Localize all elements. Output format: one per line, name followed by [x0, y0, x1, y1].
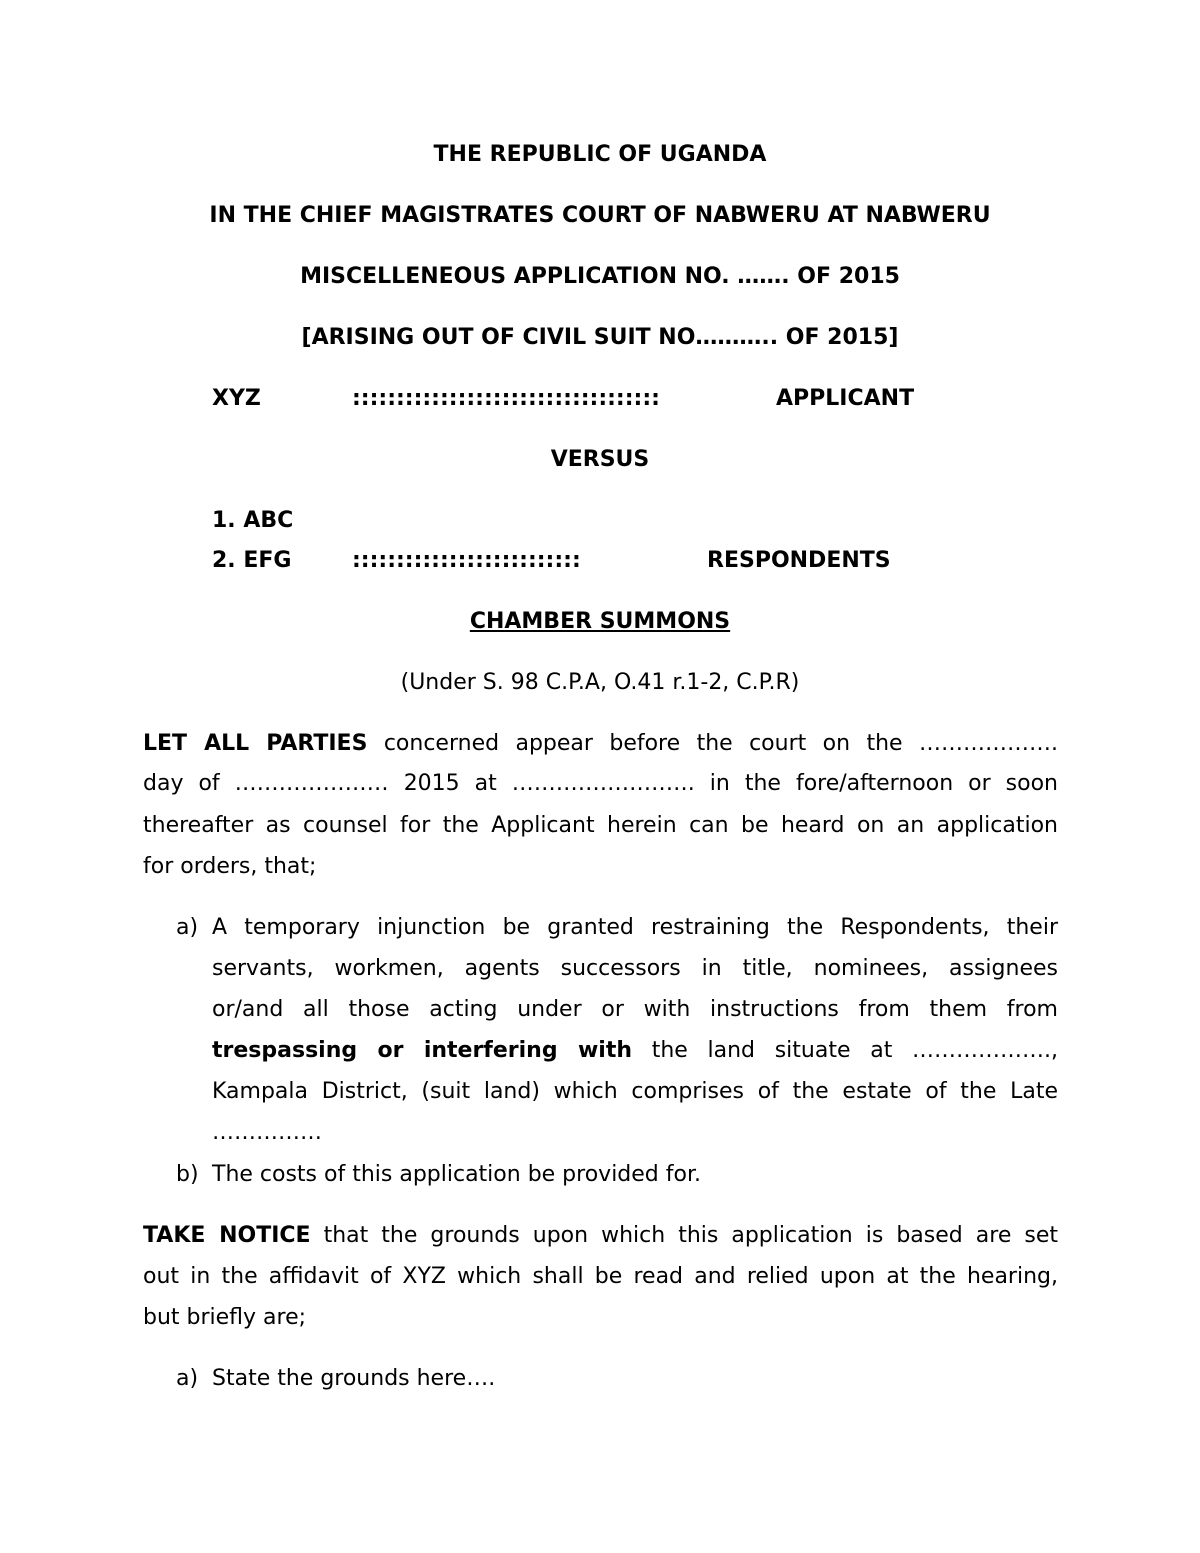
- respondents-label: RESPONDENTS: [707, 548, 891, 573]
- applicant-label: APPLICANT: [776, 386, 915, 411]
- order-a-emphasis: trespassing or interfering with: [212, 1038, 633, 1063]
- grounds-a-text: State the grounds here….: [212, 1366, 496, 1391]
- order-a-marker: a): [176, 915, 199, 940]
- notice-line-3: thereafter as counsel for the Applicant herein can be heard on an application: [143, 813, 1058, 838]
- notice-line-4: for orders, that;: [143, 854, 317, 879]
- application-number: MISCELLENEOUS APPLICATION NO. ……. OF 2015: [300, 264, 900, 289]
- respondent-1: 1. ABC: [212, 508, 294, 533]
- order-a-line-6: ……………: [212, 1120, 322, 1145]
- notice-line-1: LET ALL PARTIES concerned appear before the court on the ……………….: [143, 731, 1058, 756]
- grounds-lead: TAKE NOTICE: [143, 1223, 311, 1248]
- republic-heading: THE REPUBLIC OF UGANDA: [433, 142, 767, 167]
- arising-out-of: [ARISING OUT OF CIVIL SUIT NO……….. OF 2015]: [301, 325, 899, 350]
- notice-line-2: day of ………………… 2015 at ……………………. in the fore/afternoon or soon: [143, 771, 1058, 796]
- order-b-text: The costs of this application be provided for.: [212, 1162, 701, 1187]
- order-a-line-2: servants, workmen, agents successors in title, nominees, assignees: [212, 956, 1058, 981]
- grounds-a-marker: a): [176, 1366, 199, 1391]
- respondent-2: 2. EFG: [212, 548, 292, 573]
- court-heading: IN THE CHIEF MAGISTRATES COURT OF NABWERU AT NABWERU: [209, 203, 991, 228]
- applicant-separator: :::::::::::::::::::::::::::::::::::: [352, 386, 660, 411]
- order-b-marker: b): [176, 1162, 199, 1187]
- applicant-name: XYZ: [212, 386, 261, 411]
- respondent-separator: ::::::::::::::::::::::::::: [352, 548, 581, 573]
- grounds-line-2: out in the affidavit of XYZ which shall be read and relied upon at the hearing,: [143, 1264, 1058, 1289]
- versus-heading: VERSUS: [550, 447, 650, 472]
- grounds-line-1: TAKE NOTICE that the grounds upon which this application is based are set: [143, 1223, 1058, 1248]
- document-title: CHAMBER SUMMONS: [469, 609, 731, 634]
- order-a-line-1: A temporary injunction be granted restraining the Respondents, their: [212, 915, 1058, 940]
- order-a-line-4: trespassing or interfering with the land situate at ……………….,: [212, 1038, 1059, 1063]
- notice-lead: LET ALL PARTIES: [143, 731, 368, 756]
- grounds-line-3: but briefly are;: [143, 1305, 307, 1330]
- order-a-line-3: or/and all those acting under or with instructions from them from: [212, 997, 1058, 1022]
- order-a-line-5: Kampala District, (suit land) which comprises of the estate of the Late: [212, 1079, 1058, 1104]
- document-subtitle: (Under S. 98 C.P.A, O.41 r.1-2, C.P.R): [400, 670, 800, 695]
